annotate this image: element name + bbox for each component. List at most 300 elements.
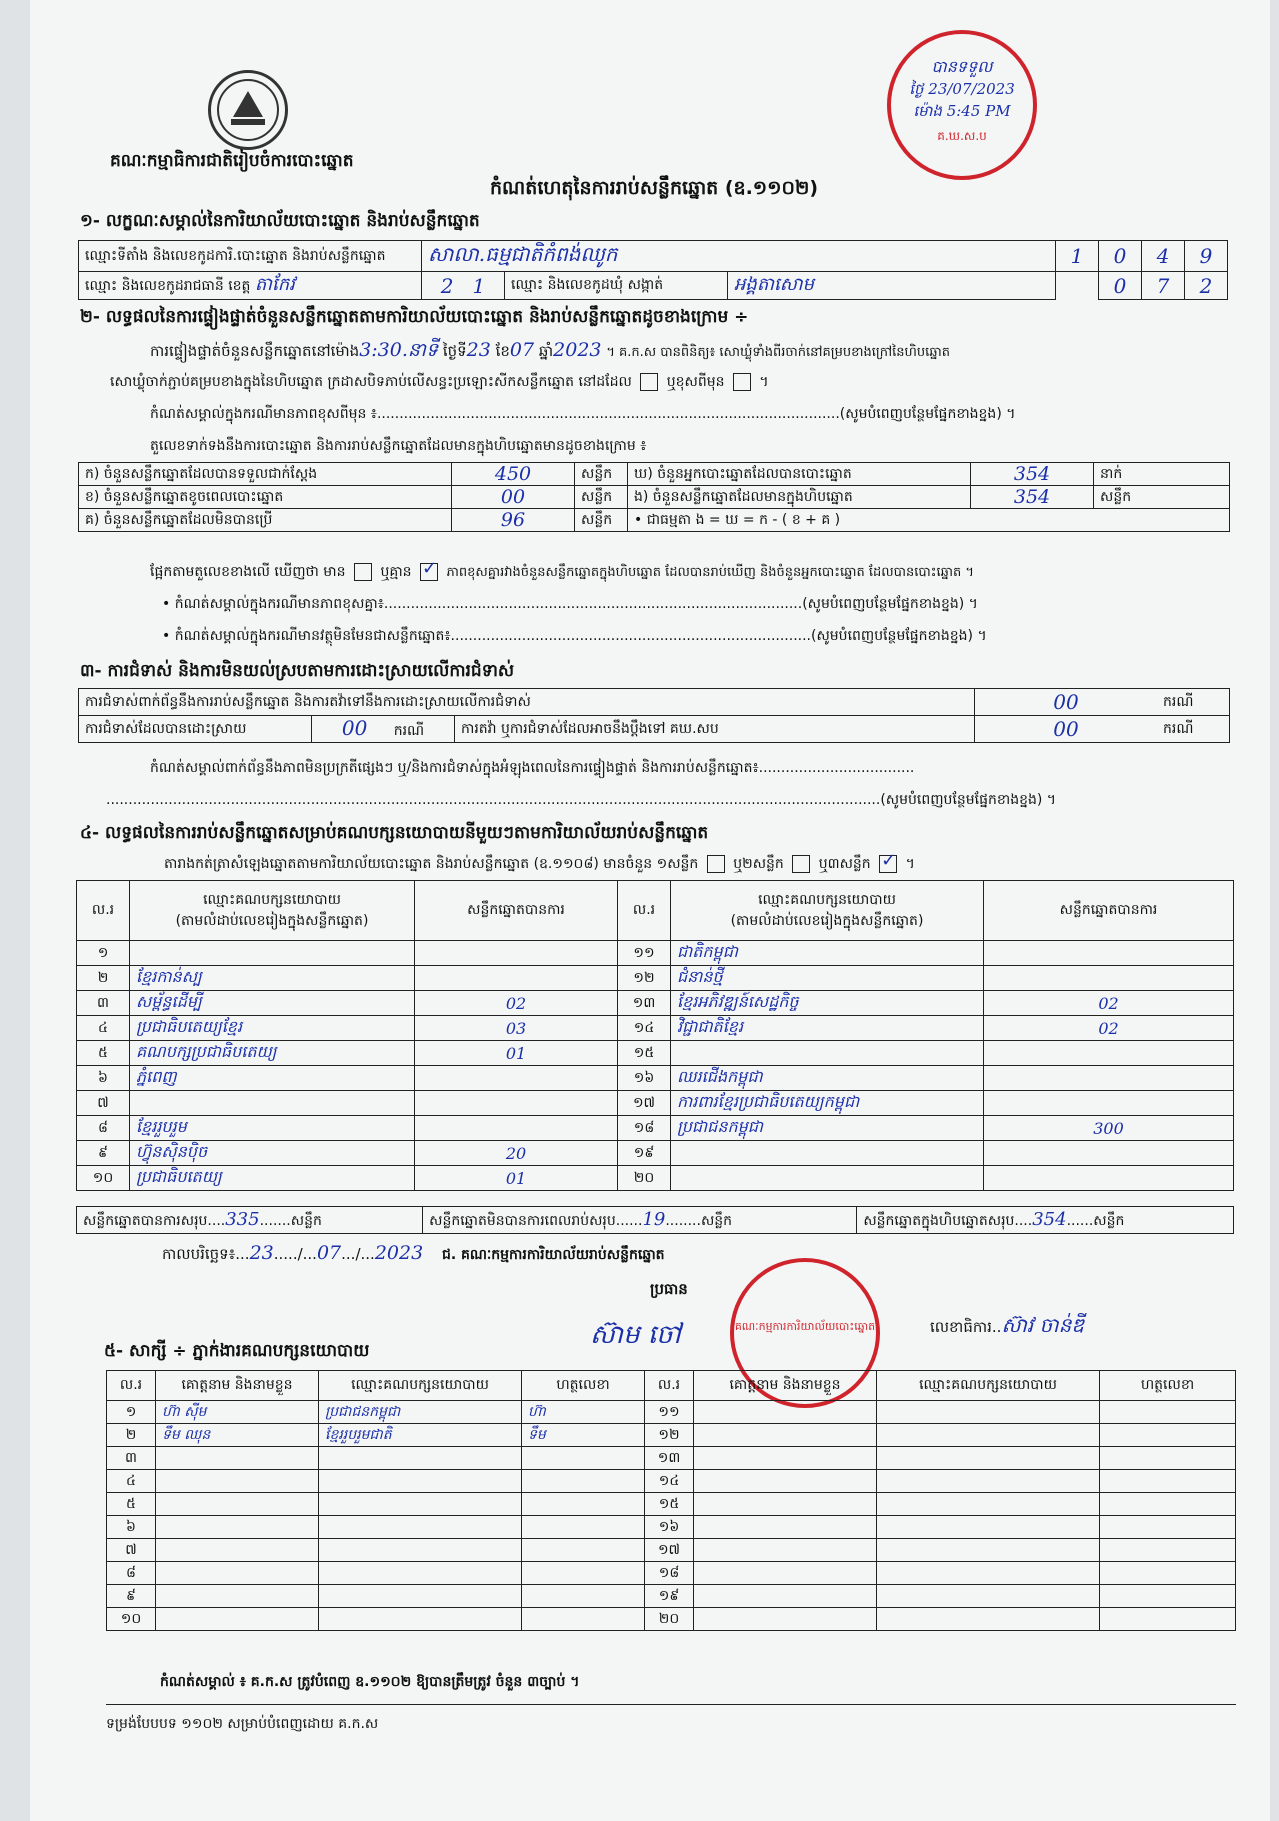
date-year: 2023	[374, 1242, 424, 1264]
witness-name: ទឹម ឈុន	[156, 1424, 319, 1447]
box-total-value: 354	[1032, 1208, 1067, 1230]
verif-text-e: ។ គ.ក.ស បានពិនិត្យ៖ សោឃ្លុំទាំងពីរចាក់នៅគម្របខាងក្រៅនៃហិបឆ្នោត	[606, 345, 950, 360]
witness-no: ១	[107, 1401, 156, 1424]
vote-count: 300	[984, 1116, 1234, 1141]
vote-no: ២០	[618, 1166, 671, 1191]
appeal-unit: ករណី	[1157, 716, 1230, 743]
vote-party: ភ្នំពេញ	[130, 1066, 415, 1091]
changed-label: ឬខុសពីមុន	[666, 374, 725, 390]
fig-unit: សន្លឹក	[575, 509, 628, 532]
fig-value: 96	[452, 509, 575, 532]
org-name: គណៈកម្មាធិការជាតិរៀបចំការបោះឆ្នោត	[110, 151, 354, 171]
witness-no: ១៨	[645, 1562, 694, 1585]
chair-signature: ស៊ាម ចៅ	[590, 1320, 681, 1350]
date-line: កាលបរិច្ឆេទ៖...23...../...07.../...2023 ជ. គណៈកម្មការការិយាល័យរាប់សន្លឹកឆ្នោត	[162, 1242, 665, 1264]
vote-count	[415, 966, 618, 991]
witness-no: ៤	[107, 1470, 156, 1493]
resolved-value-text: 00	[341, 716, 368, 740]
witness-row	[107, 1447, 1236, 1470]
commune-digit: 7	[1142, 272, 1185, 300]
vote-party: គណបក្សប្រជាធិបតេយ្យ	[130, 1041, 415, 1066]
vote-count	[984, 1041, 1234, 1066]
witness-signature	[522, 1516, 645, 1539]
footer-rule	[106, 1704, 1236, 1705]
province-label-text: ឈ្មោះ និងលេខកូដរាជធានី ខេត្ត	[85, 278, 251, 294]
vote-party	[671, 1141, 984, 1166]
col-no: ល.រ	[618, 881, 671, 941]
witness-party	[877, 1470, 1100, 1493]
invalid-total-unit: សន្លឹក	[700, 1212, 733, 1229]
vote-party	[671, 1166, 984, 1191]
witness-signature	[1100, 1585, 1236, 1608]
secretary-signature: ស៊ាវ ចាន់ឌី	[1001, 1313, 1084, 1337]
witness-signature	[1100, 1447, 1236, 1470]
vote-count	[984, 1166, 1234, 1191]
irregularity-note: កំណត់សម្គាល់ពាក់ព័ន្ធនឹងភាពមិនប្រក្រតីផ្សេងៗ ឬ/និងការជំទាស់ក្នុងអំឡុងពេលនៃការផ្ទៀងផ្ទាត់ និងការរាប់សន្លឹកឆ្នោត៖...................................	[150, 760, 915, 776]
witness-name: ហ៊ា ស៊ីម	[156, 1401, 319, 1424]
witness-signature	[522, 1608, 645, 1631]
vote-no: ៥	[77, 1041, 130, 1066]
figures-row	[79, 463, 1230, 486]
witness-no: ១៩	[645, 1585, 694, 1608]
witness-party: ប្រជាជនកម្ពុជា	[319, 1401, 522, 1424]
form-title: កំណត់ហេតុនៃការរាប់សន្លឹកឆ្នោត (ឧ.១១០២)	[490, 177, 819, 199]
vote-party: ការពារខ្មែរប្រជាធិបតេយ្យកម្ពុជា	[671, 1091, 984, 1116]
form-id: ទម្រង់បែបបទ ១១០២ សម្រាប់បំពេញដោយ គ.ក.ស	[106, 1716, 379, 1732]
figures-row	[79, 486, 1230, 509]
witness-party	[877, 1401, 1100, 1424]
vote-party: ខ្មែរកាន់ស្ប	[130, 966, 415, 991]
box-total: សន្លឹកឆ្នោតក្នុងហិបឆ្នោតសរុប....354......សន្លឹក	[857, 1207, 1234, 1234]
witness-party	[877, 1516, 1100, 1539]
witness-party	[319, 1470, 522, 1493]
witness-row	[107, 1539, 1236, 1562]
nec-emblem-icon	[208, 70, 288, 150]
vote-no: ៧	[77, 1091, 130, 1116]
section2-heading: ២- លទ្ធផលនៃការផ្ទៀងផ្ទាត់ចំនួនសន្លឹកឆ្នោតតាមការិយាល័យបោះឆ្នោត និងរាប់សន្លឹកឆ្នោតដូចខាងក្រោម ÷	[80, 307, 749, 327]
w-col-no: ល.រ	[645, 1371, 694, 1401]
fig-unit: សន្លឹក	[575, 463, 628, 486]
vote-no: ២	[77, 966, 130, 991]
irregularity-note-cont: ..............................................................................................................................................................................(សូមបំពេញបន្ថែមផ្នែកខាងខ្នង) ។	[106, 792, 1057, 808]
witness-name	[156, 1516, 319, 1539]
verif-month: 07	[509, 339, 535, 361]
witness-signature: ទឹម	[522, 1424, 645, 1447]
commune-digit: 0	[1099, 272, 1142, 300]
col-no: ល.រ	[77, 881, 130, 941]
figures-row	[79, 509, 1230, 532]
vote-no: ៩	[77, 1141, 130, 1166]
box-total-unit: សន្លឹក	[1093, 1212, 1125, 1229]
vote-party: ជាតិកម្ពុជា	[671, 941, 984, 966]
fig-value: 450	[452, 463, 575, 486]
col-party	[130, 881, 415, 941]
verif-time: 3:30.នាទី	[359, 339, 439, 361]
fig-unit: សន្លឹក	[575, 486, 628, 509]
witness-no: ២០	[645, 1608, 694, 1631]
resolved-label: ការជំទាស់ដែលបានដោះស្រាយ	[79, 716, 312, 743]
witness-name	[156, 1585, 319, 1608]
three-sheets-checkbox[interactable]	[879, 855, 897, 873]
verif-day: 23	[466, 339, 491, 361]
valid-total-unit: សន្លឹក	[290, 1212, 322, 1229]
vote-count: 02	[984, 1016, 1234, 1041]
vote-party	[130, 1091, 415, 1116]
witness-name	[694, 1424, 877, 1447]
vote-party: ជំនាន់ថ្មី	[671, 966, 984, 991]
figures-table	[78, 462, 1230, 532]
invalid-total: សន្លឹកឆ្នោតមិនបានការពេលរាប់សរុប......19........សន្លឹក	[423, 1207, 857, 1234]
province-code	[422, 272, 505, 300]
site-digit: 9	[1185, 241, 1228, 272]
vote-no: ១៣	[618, 991, 671, 1016]
col-votes: សន្លឹកឆ្នោតបានការ	[415, 881, 618, 941]
votes-table	[76, 880, 1234, 1191]
witness-signature: ហ៊ា	[522, 1401, 645, 1424]
difference-line	[150, 562, 974, 583]
note-difference: • កំណត់សម្គាល់ក្នុងករណីមានភាពខុសគ្នា៖..............................................................................................(សូមបំពេញបន្ថែមផ្នែកខាងខ្នង) ។	[162, 596, 978, 612]
witness-name	[694, 1447, 877, 1470]
no-difference-checkbox[interactable]	[420, 563, 438, 581]
unchanged-checkbox[interactable]	[640, 373, 658, 391]
figures-intro: តួលេខទាក់ទងនឹងការបោះឆ្នោត និងការរាប់សន្លឹកឆ្នោតដែលមានក្នុងហិបឆ្នោតមានដូចខាងក្រោម ៖	[150, 438, 647, 454]
spacer	[1056, 272, 1099, 300]
vote-party: ខ្មែររួបរួម	[130, 1116, 415, 1141]
vote-count: 03	[415, 1016, 618, 1041]
vote-row	[77, 991, 1234, 1016]
vote-count	[415, 941, 618, 966]
vote-party: ហ៊្វុនស៊ិនប៉ិច	[130, 1141, 415, 1166]
footnote: កំណត់សម្គាល់ ៖ គ.ក.ស ត្រូវបំពេញ ឧ.១១០២ ឱ្យបានត្រឹមត្រូវ ចំនួន ៣ច្បាប់ ។	[160, 1674, 580, 1690]
vote-count	[984, 1091, 1234, 1116]
verification-line2: សោឃ្លុំចាក់ភ្ជាប់គម្របខាងក្នុងនៃហិបឆ្នោត ក្រដាសបិទភាប់លើសន្ធះប្រឡោះសីកសន្លឹកឆ្នោត នៅដដែល ឬខុសពីមុន ។	[110, 374, 769, 390]
witness-table	[106, 1370, 1236, 1631]
two-sheets-label: ឬ២សន្លឹក	[733, 856, 784, 872]
witness-name	[156, 1493, 319, 1516]
vote-count: 02	[984, 991, 1234, 1016]
witness-signature	[522, 1585, 645, 1608]
vote-party: សម្ព័ន្ធដើម្បី	[130, 991, 415, 1016]
objections-table	[78, 688, 1230, 743]
witness-name	[694, 1401, 877, 1424]
witness-party	[877, 1493, 1100, 1516]
col-party-sub: (តាមលំដាប់លេខរៀងក្នុងសន្លឹកឆ្នោត)	[175, 912, 369, 929]
vote-no: ១៤	[618, 1016, 671, 1041]
appeal-label: ការតវ៉ា ឬការជំទាស់ដែលអាចនឹងប្តឹងទៅ គឃ.សប	[455, 716, 975, 743]
box-total-label: សន្លឹកឆ្នោតក្នុងហិបឆ្នោតសរុប	[863, 1212, 1015, 1229]
fig-label: ក) ចំនួនសន្លឹកឆ្នោតដែលបានទទួលជាក់ស្តែង	[79, 463, 452, 486]
chair-title: ប្រធាន	[650, 1280, 688, 1298]
witness-no: ១២	[645, 1424, 694, 1447]
resolved-value	[312, 716, 455, 743]
date-month: 07	[316, 1242, 342, 1264]
section5-heading: ៥- សាក្សី ÷ ភ្នាក់ងារគណបក្សនយោបាយ	[104, 1341, 370, 1361]
witness-name	[694, 1470, 877, 1493]
verif-text-a: ការផ្ទៀងផ្ទាត់ចំនួនសន្លឹកឆ្នោតនៅម៉ោង	[150, 342, 360, 360]
invalid-total-label: សន្លឹកឆ្នោតមិនបានការពេលរាប់សរុប	[429, 1212, 616, 1229]
witness-no: ៨	[107, 1562, 156, 1585]
stamp-line4: គ.ឃ.ស.ប	[937, 129, 987, 143]
site-digit: 1	[1056, 241, 1099, 272]
witness-name	[694, 1608, 877, 1631]
witness-party	[877, 1447, 1100, 1470]
vote-no: ១៦	[618, 1066, 671, 1091]
section1-table	[78, 240, 1228, 300]
verif-text-p2: សោឃ្លុំចាក់ភ្ជាប់គម្របខាងក្នុងនៃហិបឆ្នោត ក្រដាសបិទភាប់លើសន្ធះប្រឡោះសីកសន្លឹកឆ្នោត នៅដដែល	[110, 374, 632, 390]
witness-signature	[522, 1470, 645, 1493]
witness-name	[694, 1516, 877, 1539]
witness-row	[107, 1516, 1236, 1539]
vote-no: ១១	[618, 941, 671, 966]
witness-party	[319, 1585, 522, 1608]
vote-count	[984, 966, 1234, 991]
note-foreign-objects: • កំណត់សម្គាល់ក្នុងករណីមានវត្ថុមិនមែនជាសន្លឹកឆ្នោត៖.................................................................................(សូមបំពេញបន្ថែមផ្នែកខាងខ្នង) ។	[162, 628, 987, 644]
w-col-party: ឈ្មោះគណបក្សនយោបាយ	[877, 1371, 1100, 1401]
witness-party	[319, 1562, 522, 1585]
vote-count: 20	[415, 1141, 618, 1166]
verif-text-b: ថ្ងៃទី	[442, 342, 467, 360]
vote-party	[671, 1041, 984, 1066]
site-label: ឈ្មោះទីតាំង និងលេខកូដការិ.បោះឆ្នោត និងរាប់សន្លឹកឆ្នោត	[79, 241, 422, 272]
vote-count	[415, 1066, 618, 1091]
site-digit: 4	[1142, 241, 1185, 272]
witness-party	[319, 1516, 522, 1539]
valid-total-label: សន្លឹកឆ្នោតបានការសរុប	[83, 1212, 208, 1229]
one-sheet-checkbox[interactable]	[707, 855, 725, 873]
vote-count	[984, 1141, 1234, 1166]
vote-row	[77, 1141, 1234, 1166]
vote-party: ប្រជាធិបតេយ្យខ្មែរ	[130, 1016, 415, 1041]
witness-signature	[1100, 1424, 1236, 1447]
fig-value: 00	[452, 486, 575, 509]
resolved-unit: ករណី	[393, 723, 425, 739]
vote-row	[77, 1016, 1234, 1041]
vote-no: ១៧	[618, 1091, 671, 1116]
fig-label2: ង) ចំនួនសន្លឹកឆ្នោតដែលមានក្នុងហិបឆ្នោត	[628, 486, 971, 509]
witness-no: ១១	[645, 1401, 694, 1424]
diff-text-a: ផ្អែកតាមតួលេខខាងលើ ឃើញថា មាន	[150, 564, 346, 580]
witness-party: ខ្មែររួបរួមជាតិ	[319, 1424, 522, 1447]
witness-row	[107, 1401, 1236, 1424]
seal-text: គណៈកម្មការការិយាល័យបោះឆ្នោត	[734, 1320, 876, 1333]
objections-label: ការជំទាស់ពាក់ព័ន្ធនឹងការរាប់សន្លឹកឆ្នោត និងការតវ៉ាទៅនឹងការដោះស្រាយលើការជំទាស់	[79, 689, 975, 716]
w-col-name: គោត្តនាម និងនាមខ្លួន	[156, 1371, 319, 1401]
commune-digit: 2	[1185, 272, 1228, 300]
note-change: កំណត់សម្គាល់ក្នុងករណីមានភាពខុសពីមុន ៖........................................................................................................(សូមបំពេញបន្ថែមផ្នែកខាងខ្នង) ។	[150, 406, 1016, 422]
fig-label2: ឃ) ចំនួនអ្នកបោះឆ្នោតដែលបានបោះឆ្នោត	[628, 463, 971, 486]
committee-title: ជ. គណៈកម្មការការិយាល័យរាប់សន្លឹកឆ្នោត	[441, 1247, 665, 1263]
witness-party	[319, 1539, 522, 1562]
section3-heading: ៣- ការជំទាស់ និងការមិនយល់ស្របតាមការដោះស្រាយលើការជំទាស់	[80, 661, 515, 681]
witness-party	[319, 1447, 522, 1470]
w-col-name: គោត្តនាម និងនាមខ្លួន	[694, 1371, 877, 1401]
valid-total-value: 335	[225, 1208, 260, 1230]
vote-no: ១	[77, 941, 130, 966]
diff-text-c: ភាពខុសគ្នារវាងចំនួនសន្លឹកឆ្នោតក្នុងហិបឆ្នោត ដែលបានរាប់ឃើញ និងចំនួនអ្នកបោះឆ្នោត ដែលបានបោះឆ្នោត ។	[446, 565, 974, 580]
witness-name	[694, 1539, 877, 1562]
witness-name	[694, 1562, 877, 1585]
witness-party	[877, 1585, 1100, 1608]
witness-no: ១៣	[645, 1447, 694, 1470]
vote-count	[415, 1091, 618, 1116]
appeal-value: 00	[975, 716, 1158, 743]
verification-line1	[150, 338, 950, 366]
invalid-total-value: 19	[642, 1208, 666, 1230]
stamp-line1: បានទទួល	[931, 57, 993, 76]
witness-no: ១៦	[645, 1516, 694, 1539]
vote-row	[77, 1166, 1234, 1191]
witness-row	[107, 1470, 1236, 1493]
vote-row	[77, 1066, 1234, 1091]
witness-party	[877, 1562, 1100, 1585]
vote-no: ១២	[618, 966, 671, 991]
w-col-sig: ហត្ថលេខា	[1100, 1371, 1236, 1401]
witness-row	[107, 1585, 1236, 1608]
section4-heading: ៤- លទ្ធផលនៃការរាប់សន្លឹកឆ្នោតសម្រាប់គណបក្សនយោបាយនីមួយៗតាមការិយាល័យរាប់សន្លឹកឆ្នោត	[80, 823, 709, 843]
two-sheets-checkbox[interactable]	[792, 855, 810, 873]
vote-no: ៨	[77, 1116, 130, 1141]
witness-signature	[1100, 1608, 1236, 1631]
witness-row	[107, 1608, 1236, 1631]
vote-party	[130, 941, 415, 966]
witness-name	[694, 1585, 877, 1608]
fig-value2: 354	[971, 463, 1094, 486]
province-code-2: 1	[472, 273, 486, 298]
diff-text-b: ឬគ្មាន	[380, 564, 412, 580]
witness-no: ៣	[107, 1447, 156, 1470]
vote-count	[984, 941, 1234, 966]
witness-no: ២	[107, 1424, 156, 1447]
vote-party: វិជ្ជាជាតិខ្មែរ	[671, 1016, 984, 1041]
vote-no: ៦	[77, 1066, 130, 1091]
col-party-title: ឈ្មោះគណបក្សនយោបាយ	[203, 891, 341, 908]
witness-name	[156, 1608, 319, 1631]
date-label: កាលបរិច្ឆេទ៖	[162, 1245, 236, 1263]
w-col-party: ឈ្មោះគណបក្សនយោបាយ	[319, 1371, 522, 1401]
vote-count: 01	[415, 1166, 618, 1191]
has-difference-checkbox[interactable]	[354, 563, 372, 581]
witness-name	[156, 1562, 319, 1585]
commune-label: ឈ្មោះ និងលេខកូដឃុំ សង្កាត់	[505, 272, 728, 300]
changed-checkbox[interactable]	[733, 373, 751, 391]
witness-no: ១០	[107, 1608, 156, 1631]
vote-no: ៤	[77, 1016, 130, 1041]
witness-signature	[522, 1447, 645, 1470]
verif-text-d: ឆ្នាំ	[538, 342, 554, 360]
vote-row	[77, 1116, 1234, 1141]
site-digit: 0	[1099, 241, 1142, 272]
vote-row	[77, 1091, 1234, 1116]
commune-value: អង្គតាសោម	[728, 272, 1056, 300]
fig-unit2: នាក់	[1094, 463, 1230, 486]
three-sheets-label: ឬ៣សន្លឹក	[818, 856, 871, 872]
stamp-line2: ថ្ងៃ 23/07/2023	[909, 80, 1015, 98]
col-party-title: ឈ្មោះគណបក្សនយោបាយ	[758, 891, 896, 908]
valid-total: សន្លឹកឆ្នោតបានការសរុប....335.......សន្លឹក	[77, 1207, 423, 1234]
witness-signature	[1100, 1493, 1236, 1516]
witness-no: ៦	[107, 1516, 156, 1539]
vote-party: ឈរជើងកម្ពុជា	[671, 1066, 984, 1091]
witness-party	[319, 1493, 522, 1516]
witness-party	[319, 1608, 522, 1631]
objections-unit: ករណី	[1157, 689, 1230, 716]
vote-row	[77, 1041, 1234, 1066]
section1-heading: ១- លក្ខណៈសម្គាល់នៃការិយាល័យបោះឆ្នោត និងរាប់សន្លឹកឆ្នោត	[80, 211, 480, 231]
witness-row	[107, 1562, 1236, 1585]
vote-count	[415, 1116, 618, 1141]
witness-signature	[522, 1562, 645, 1585]
witness-party	[877, 1424, 1100, 1447]
vote-row	[77, 966, 1234, 991]
col-party	[671, 881, 984, 941]
vote-row	[77, 941, 1234, 966]
witness-name	[156, 1447, 319, 1470]
province-label	[79, 272, 422, 300]
date-day: 23	[249, 1242, 274, 1264]
witness-name	[156, 1539, 319, 1562]
vote-count: 02	[415, 991, 618, 1016]
witness-no: ១៧	[645, 1539, 694, 1562]
witness-signature	[1100, 1516, 1236, 1539]
vote-no: ៣	[77, 991, 130, 1016]
vote-no: ១៨	[618, 1116, 671, 1141]
fig-label: គ) ចំនួនសន្លឹកឆ្នោតដែលមិនបានប្រើ	[79, 509, 452, 532]
witness-signature	[1100, 1470, 1236, 1493]
witness-name	[156, 1470, 319, 1493]
vote-no: ១០	[77, 1166, 130, 1191]
vote-no: ១៥	[618, 1041, 671, 1066]
votes-totals	[76, 1206, 1234, 1234]
vote-count: 01	[415, 1041, 618, 1066]
vote-party: ខ្មែរអភិវឌ្ឍន៍សេដ្ឋកិច្ច	[671, 991, 984, 1016]
witness-signature	[1100, 1401, 1236, 1424]
witness-party	[877, 1608, 1100, 1631]
witness-party	[877, 1539, 1100, 1562]
witness-no: ៥	[107, 1493, 156, 1516]
vote-count	[984, 1066, 1234, 1091]
witness-no: ១៤	[645, 1470, 694, 1493]
vote-party: ប្រជាជនកម្ពុជា	[671, 1116, 984, 1141]
stamp-line3: ម៉ោង 5:45 PM	[913, 102, 1011, 120]
fig-value2: 354	[971, 486, 1094, 509]
vote-no: ១៩	[618, 1141, 671, 1166]
secretary-line: លេខាធិការ..ស៊ាវ ចាន់ឌី	[930, 1313, 1084, 1337]
witness-row	[107, 1493, 1236, 1516]
form-page	[30, 0, 1270, 1821]
objections-value: 00	[975, 689, 1158, 716]
province-code-1: 2	[440, 273, 454, 298]
receipt-stamp	[887, 30, 1037, 180]
formula: • ជាធម្មតា ង = ឃ = ក - ( ខ + គ )	[628, 509, 1230, 532]
w-col-no: ល.រ	[107, 1371, 156, 1401]
fig-unit2: សន្លឹក	[1094, 486, 1230, 509]
witness-signature	[522, 1493, 645, 1516]
witness-signature	[1100, 1539, 1236, 1562]
col-party-sub: (តាមលំដាប់លេខរៀងក្នុងសន្លឹកឆ្នោត)	[730, 912, 924, 929]
col-votes: សន្លឹកឆ្នោតបានការ	[984, 881, 1234, 941]
fig-label: ខ) ចំនួនសន្លឹកឆ្នោតខូចពេលបោះឆ្នោត	[79, 486, 452, 509]
verif-year: 2023	[553, 339, 602, 361]
witness-no: ៧	[107, 1539, 156, 1562]
witness-signature	[1100, 1562, 1236, 1585]
site-value: សាលា.ធម្មជាតិកំពង់ឈូក	[422, 241, 1056, 272]
province-value: តាកែវ	[254, 274, 295, 295]
witness-signature	[522, 1539, 645, 1562]
w-col-sig: ហត្ថលេខា	[522, 1371, 645, 1401]
tally-sheets-line: តារាងកត់ត្រាសំឡេងឆ្នោតតាមការិយាល័យបោះឆ្នោត និងរាប់សន្លឹកឆ្នោត (ឧ.១១០៨) មានចំនួន ១សន្លឹក ឬ២សន្លឹក ឬ៣សន្លឹក ✓ ។	[164, 854, 915, 875]
vote-party: ប្រជាធិបតេយ្យ	[130, 1166, 415, 1191]
tally-intro: តារាងកត់ត្រាសំឡេងឆ្នោតតាមការិយាល័យបោះឆ្នោត និងរាប់សន្លឹកឆ្នោត (ឧ.១១០៨) មានចំនួន ១សន្លឹក	[164, 856, 699, 872]
